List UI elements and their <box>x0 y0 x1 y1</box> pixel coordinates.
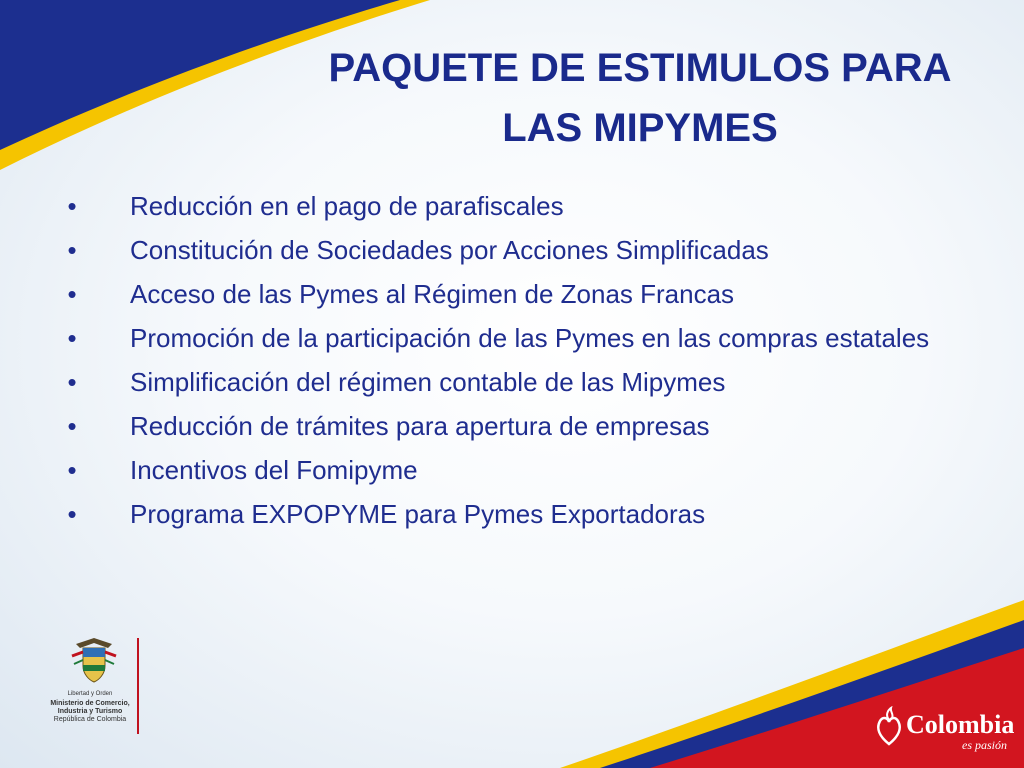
brand-name: Colombia <box>906 710 1015 739</box>
bullet-text: Acceso de las Pymes al Régimen de Zonas Francas <box>130 279 735 309</box>
bullet-marker: • <box>67 323 77 353</box>
country-name: República de Colombia <box>53 716 127 723</box>
bullet-marker: • <box>67 191 77 221</box>
bullet-item <box>62 454 962 486</box>
motto: Libertad y Orden <box>67 691 113 697</box>
coat-of-arms-icon <box>68 634 120 686</box>
ministry-text <box>42 690 138 724</box>
divider <box>137 638 139 734</box>
bullet-text: Incentivos del Fomipyme <box>130 455 418 485</box>
heart-flame-icon <box>874 706 904 746</box>
ministry-logo <box>42 632 142 742</box>
bullet-text: Promoción de la participación de las Pymes en las compras estatales <box>130 323 930 353</box>
colombia-brand-logo <box>870 700 1020 760</box>
brand-tagline: es pasión <box>962 738 1007 752</box>
bullet-text: Reducción de trámites para apertura de empresas <box>130 411 710 441</box>
bullet-item <box>62 366 962 398</box>
bullet-item <box>62 278 962 310</box>
bullet-text: Constitución de Sociedades por Acciones Simplificadas <box>130 235 769 265</box>
bullet-marker: • <box>67 279 77 309</box>
bullet-item <box>62 410 962 442</box>
bullet-list <box>62 190 962 542</box>
bullet-text: Reducción en el pago de parafiscales <box>130 191 564 221</box>
bullet-marker: • <box>67 499 77 529</box>
bullet-item <box>62 234 962 266</box>
title-line-2: LAS MIPYMES <box>502 106 778 150</box>
bullet-marker: • <box>67 455 77 485</box>
bullet-item <box>62 190 962 222</box>
bullet-text: Simplificación del régimen contable de las Mipymes <box>130 367 726 397</box>
bullet-marker: • <box>67 367 77 397</box>
ministry-line-1: Ministerio de Comercio, <box>50 700 130 707</box>
bullet-item <box>62 498 962 530</box>
slide-title <box>300 38 980 158</box>
bullet-text: Programa EXPOPYME para Pymes Exportadoras <box>130 499 706 529</box>
ministry-line-2: Industria y Turismo <box>57 708 123 715</box>
title-line-1: PAQUETE DE ESTIMULOS PARA <box>328 46 952 90</box>
bullet-marker: • <box>67 411 77 441</box>
bullet-item <box>62 322 962 354</box>
bullet-marker: • <box>67 235 77 265</box>
